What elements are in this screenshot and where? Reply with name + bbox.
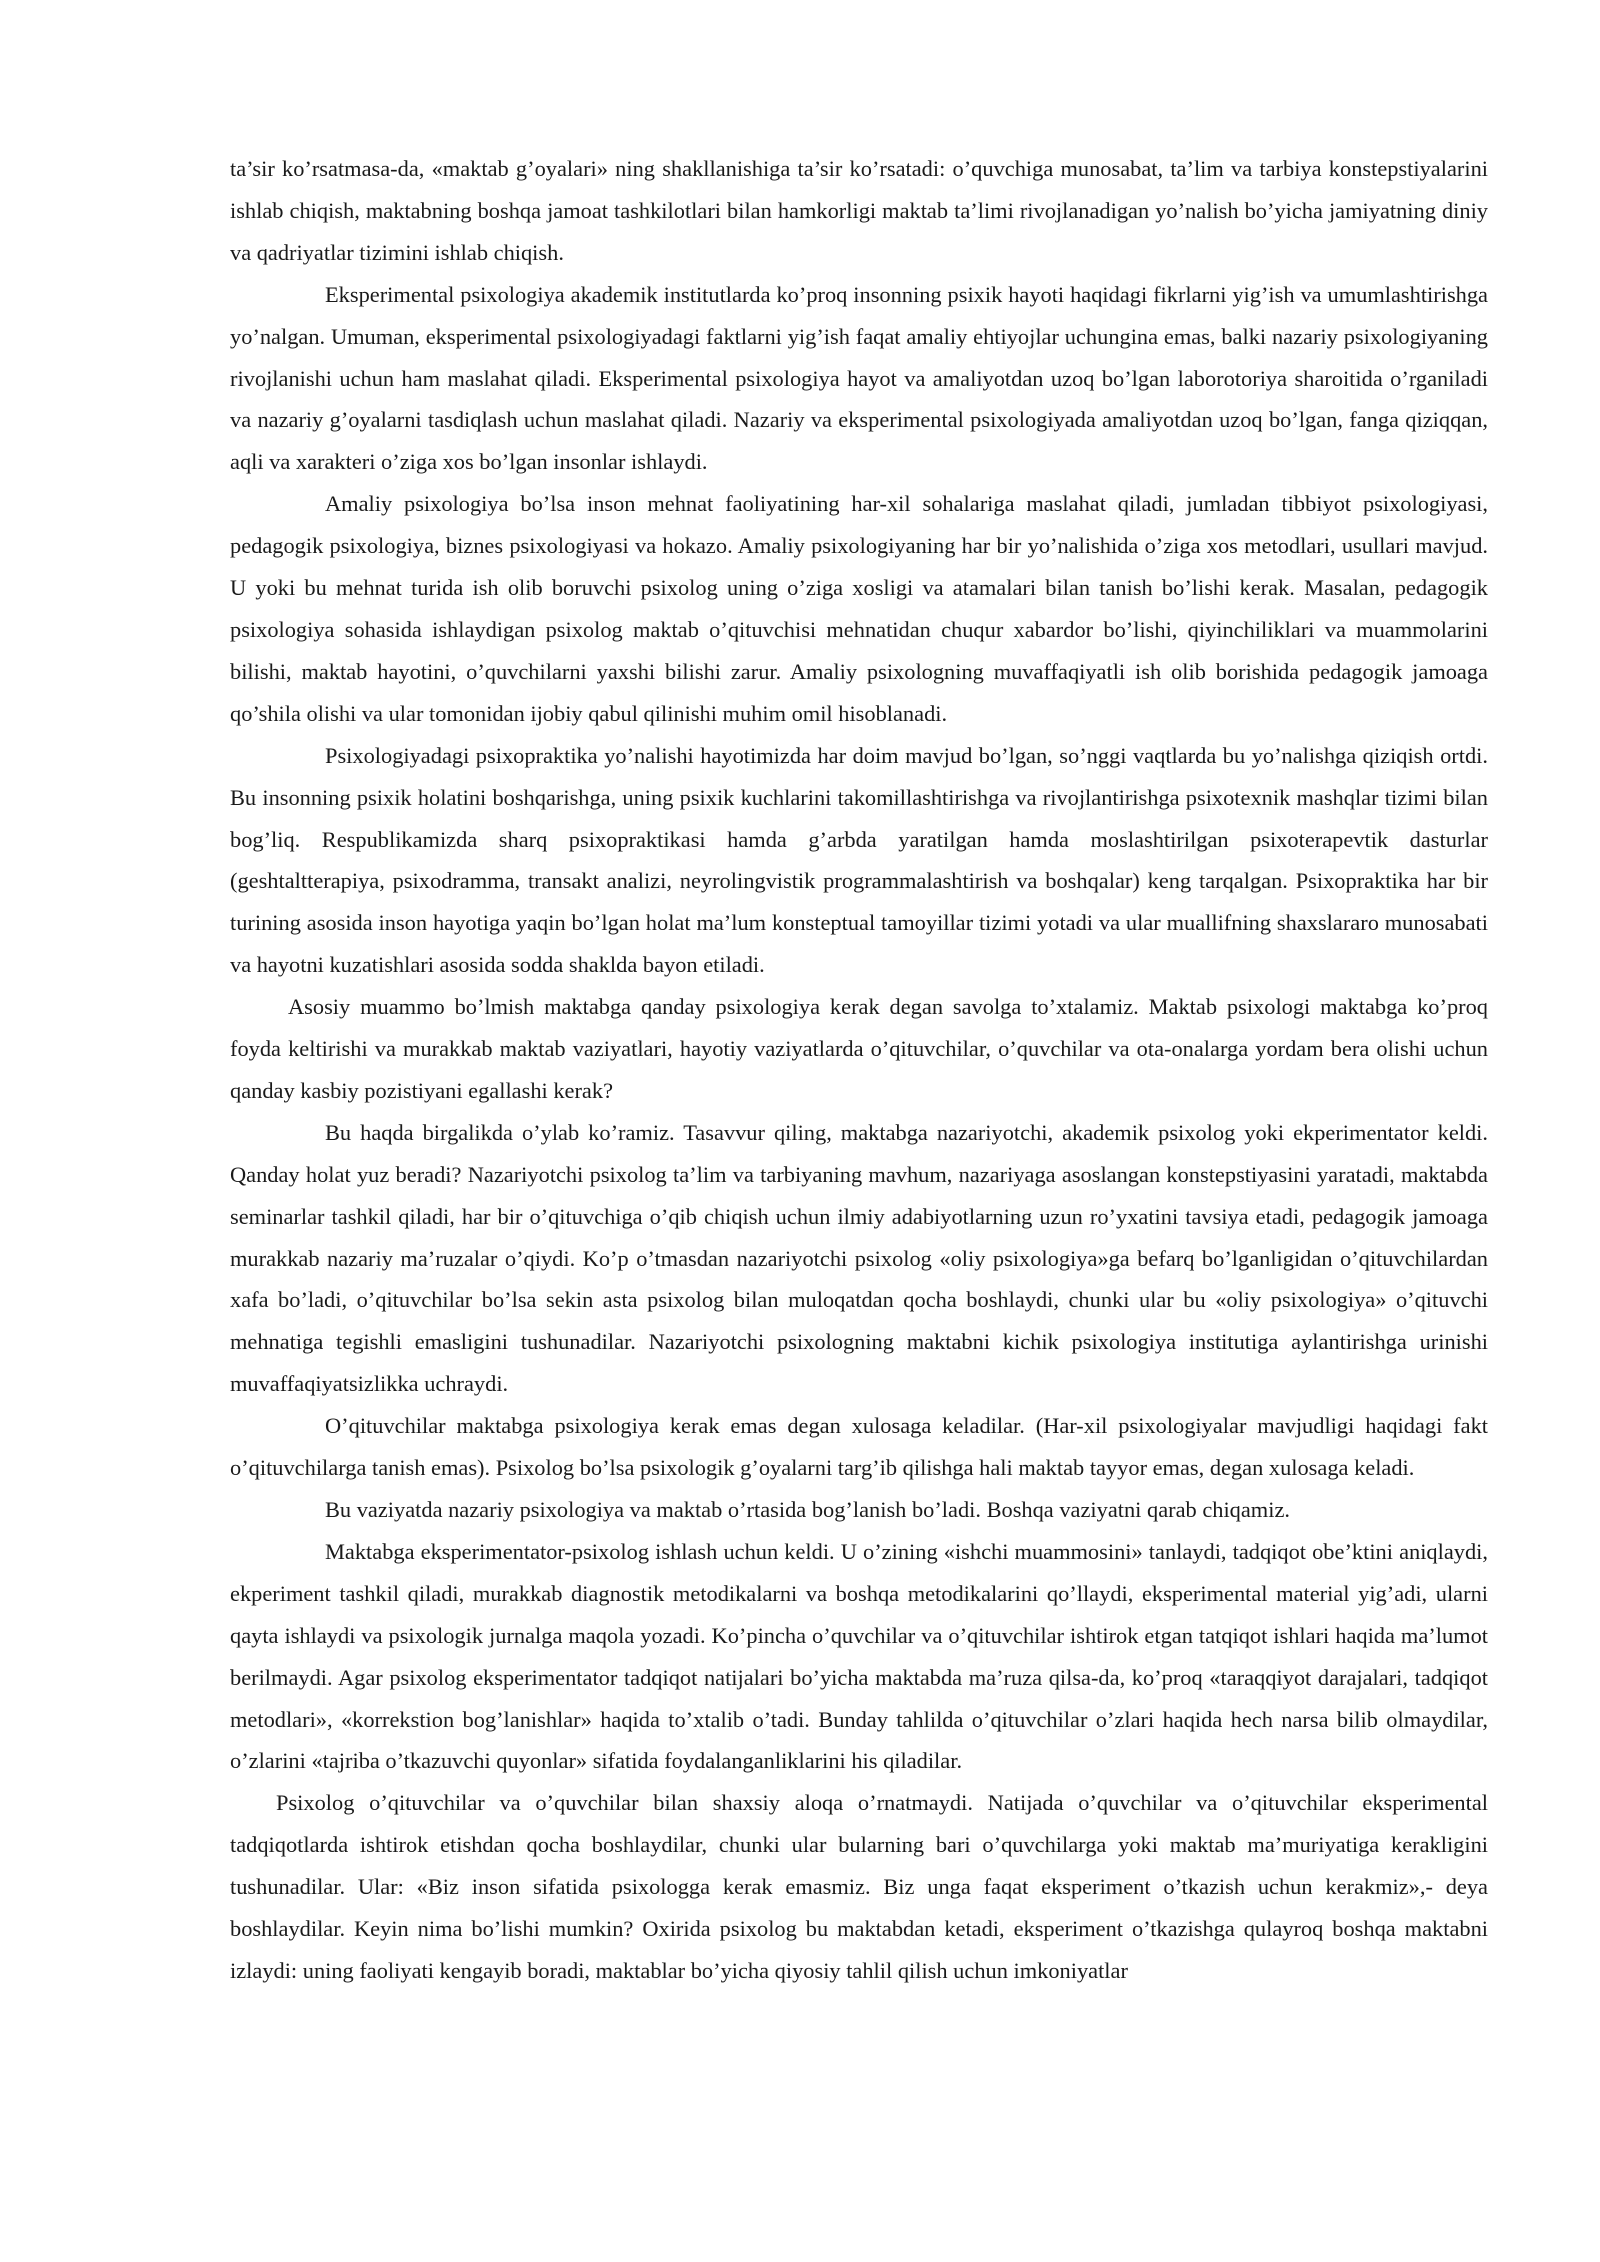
paragraph-applied-psychology: Amaliy psixologiya bo’lsa inson mehnat faoliyatining har-xil sohalariga maslahat qiladi, jumladan tibbiyot psixologiyasi, pedagogik psixologiya, biznes psixologiyasi va hokazo. Amaliy psixologiyaning har bir yo’nalishida o’ziga xos metodlari, usullari mavjud. U yoki bu mehnat turida ish olib boruvchi psixolog uning o’ziga xosligi va atamalari bilan tanish bo’lishi kerak. Masalan, pedagogik psixologiya sohasida ishlaydigan psixolog maktab o’qituvchisi mehnatidan chuqur xabardor bo’lishi, qiyinchiliklari va muammolarini bilishi, maktab hayotini, o’quvchilarni yaxshi bilishi zarur. Amaliy psixologning muvaffaqiyatli ish olib borishida pedagogik jamoaga qo’shila olishi va ular tomonidan ijobiy qabul qilinishi muhim omil hisoblanadi. bbox=[230, 491, 1488, 726]
paragraph-experimental-psychology: Eksperimental psixologiya akademik institutlarda ko’proq insonning psixik hayoti haqidagi fikrlarni yig’ish va umumlashtirishga yo’nalgan. Umuman, eksperimental psixologiyadagi faktlarni yig’ish faqat amaliy ehtiyojlar uchungina emas, balki nazariy psixologiyaning rivojlanishi uchun ham maslahat qiladi. Eksperimental psixologiya hayot va amaliyotdan uzoq bo’lgan laborotoriya sharoitida o’rganiladi va nazariy g’oyalarni tasdiqlash uchun maslahat qiladi. Nazariy va eksperimental psixologiyada amaliyotdan uzoq bo’lgan, fanga qiziqqan, aqli va xarakteri o’ziga xos bo’lgan insonlar ishlaydi. bbox=[230, 281, 1488, 475]
paragraph-main-problem: Asosiy muammo bo’lmish maktabga qanday psixologiya kerak degan savolga to’xtalamiz. Maktab psixologi maktabga ko’proq foyda keltirishi va murakkab maktab vaziyatlari, hayotiy vaziyatlarda o’qituvchilar, o’quvchilar va ota-onalarga yordam bera olishi uchun qanday kasbiy pozistiyani egallashi kerak? bbox=[230, 994, 1488, 1103]
paragraph-experimenter-scenario: Maktabga eksperimentator-psixolog ishlash uchun keldi. U o’zining «ishchi muammosini» tanlaydi, tadqiqot obe’ktini aniqlaydi, ekperiment tashkil qiladi, murakkab diagnostik metodikalarni va boshqa metodikalarini qo’llaydi, eksperimental material yig’adi, ularni qayta ishlaydi va psixologik jurnalga maqola yozadi. Ko’pincha o’quvchilar va o’qituvchilar ishtirok etgan tatqiqot ishlari haqida ma’lumot berilmaydi. Agar psixolog eksperimentator tadqiqot natijalari bo’yicha maktabda ma’ruza qilsa-da, ko’proq «taraqqiyot darajalari, tadqiqot metodlari», «korrekstion bog’lanishlar» haqida to’xtalib o’tadi. Bunday tahlilda o’qituvchilar o’zlari haqida hech narsa bilib olmaydilar, o’zlarini «tajriba o’tkazuvchi quyonlar» sifatida foydalanganliklarini his qiladilar. bbox=[230, 1538, 1488, 1774]
paragraph-personal-contact: Psixolog o’qituvchilar va o’quvchilar bilan shaxsiy aloqa o’rnatmaydi. Natijada o’quvchilar va o’qituvchilar eksperimental tadqiqotlarda ishtirok etishdan qocha boshlaydilar, chunki ular bularning bari o’quvchilarga yoki maktab ma’muriyatiga kerakligini tushunadilar. Ular: «Biz inson sifatida psixologga kerak emasmiz. Biz unga faqat eksperiment o’tkazish uchun kerakmiz»,- deya boshlaydilar. Keyin nima bo’lishi mumkin? Oxirida psixolog bu maktabdan ketadi, eksperiment o’tkazishga qulayroq boshqa maktabni izlaydi: uning faoliyati kengayib boradi, maktablar bo’yicha qiyosiy tahlil qilish uchun imkoniyatlar bbox=[230, 1790, 1488, 1983]
paragraph-continuation: ta’sir ko’rsatmasa-da, «maktab g’oyalari» ning shakllanishiga ta’sir ko’rsatadi: o’quvchiga munosabat, ta’lim va tarbiya konstepstiyalarini ishlab chiqish, maktabning boshqa jamoat tashkilotlari bilan hamkorligi maktab ta’limi rivojlanadigan yo’nalish bo’yicha jamiyatning diniy va qadriyatlar tizimini ishlab chiqish. bbox=[230, 156, 1488, 265]
paragraph-psychopractice: Psixologiyadagi psixopraktika yo’nalishi hayotimizda har doim mavjud bo’lgan, so’nggi vaqtlarda bu yo’nalishga qiziqish ortdi. Bu insonning psixik holatini boshqarishga, uning psixik kuchlarini takomillashtirishga va rivojlantirishga psixotexnik mashqlar tizimi bilan bog’liq. Respublikamizda sharq psixopraktikasi hamda g’arbda yaratilgan hamda moslashtirilgan psixoterapevtik dasturlar (geshtaltterapiya, psixodramma, transakt analizi, neyrolingvistik programmalashtirish va boshqalar) keng tarqalgan. Psixopraktika har bir turining asosida inson hayotiga yaqin bo’lgan holat ma’lum konsteptual tamoyillar tizimi yotadi va ular muallifning shaxslararo munosabati va hayotni kuzatishlari asosida sodda shaklda bayon etiladi. bbox=[230, 742, 1488, 978]
paragraph-teachers-conclusion: O’qituvchilar maktabga psixologiya kerak emas degan xulosaga keladilar. (Har-xil psixologiyalar mavjudligi haqidagi fakt o’qituvchilarga tanish emas). Psixolog bo’lsa psixologik g’oyalarni targ’ib qilishga hali maktab tayyor emas, degan xulosaga keladi. bbox=[230, 1413, 1488, 1481]
document-body bbox=[230, 148, 1488, 1992]
paragraph-theorist-scenario: Bu haqda birgalikda o’ylab ko’ramiz. Tasavvur qiling, maktabga nazariyotchi, akademik psixolog yoki ekperimentator keldi. Qanday holat yuz beradi? Nazariyotchi psixolog ta’lim va tarbiyaning mavhum, nazariyaga asoslangan konstepstiyasini yaratadi, maktabda seminarlar tashkil qiladi, har bir o’qituvchiga o’qib chiqish uchun ilmiy adabiyotlarning uzun ro’yxatini tavsiya etadi, pedagogik jamoaga murakkab nazariy ma’ruzalar o’qiydi. Ko’p o’tmasdan nazariyotchi psixolog «oliy psixologiya»ga befarq bo’lganligidan o’qituvchilardan xafa bo’ladi, o’qituvchilar bo’lsa sekin asta psixolog bilan muloqatdan qocha boshlaydi, chunki ular bu «oliy psixologiya» o’qituvchi mehnatiga tegishli emasligini tushunadilar. Nazariyotchi psixologning maktabni kichik psixologiya institutiga aylantirishga urinishi muvaffaqiyatsizlikka uchraydi. bbox=[230, 1119, 1488, 1397]
paragraph-connection: Bu vaziyatda nazariy psixologiya va maktab o’rtasida bog’lanish bo’ladi. Boshqa vaziyatni qarab chiqamiz. bbox=[325, 1497, 1290, 1522]
